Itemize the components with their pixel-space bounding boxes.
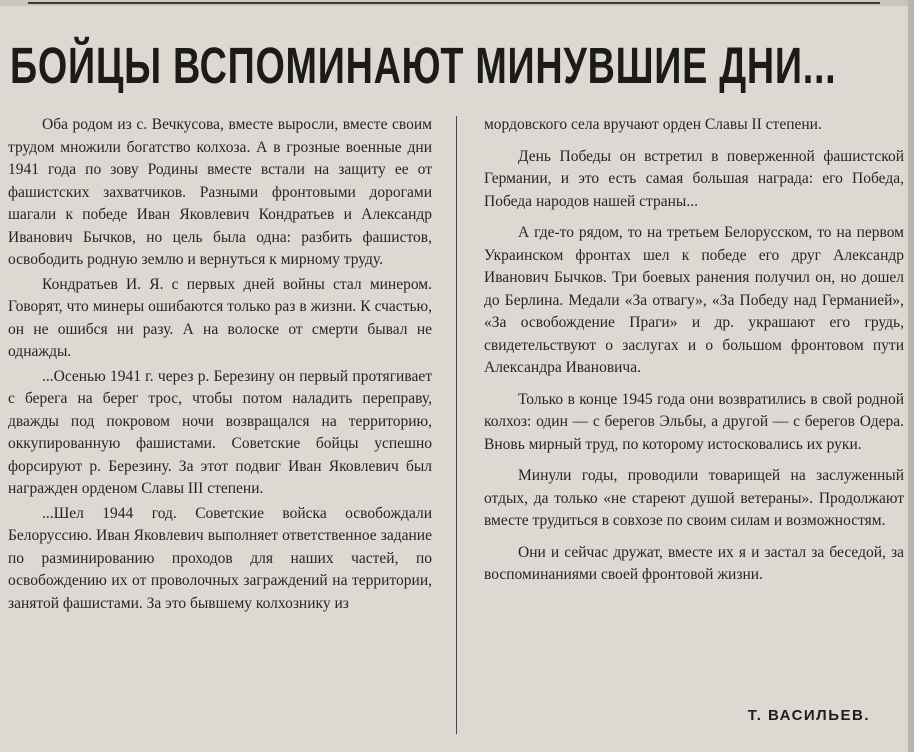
paragraph: ...Шел 1944 год. Советские войска освобождали Белоруссию. Иван Яковлевич выполняет ответственное задание по разминированию проходов для наших частей, по освобождению их от проволочных заграждений на территории, занятой фашистами. За это бывшему колхознику из <box>8 504 432 612</box>
paragraph: Минули годы, проводили товарищей на заслуженный отдых, да только «не стареют душой ветераны». Продолжают вместе трудиться в совхозе по своим силам и возможностям. <box>484 467 904 529</box>
right-column <box>484 114 904 587</box>
author-signature: Т. ВАСИЛЬЕВ. <box>747 707 870 724</box>
left-column <box>8 114 432 615</box>
paragraph: Они и сейчас дружат, вместе их я и застал за беседой, за воспоминаниями своей фронтовой жизни. <box>484 543 904 583</box>
paragraph: Кондратьев И. Я. с первых дней войны стал минером. Говорят, что минеры ошибаются только раз в жизни. К счастью, он не ошибся ни разу. А на волоске от смерти бывал не однажды. <box>8 275 432 360</box>
headline: БОЙЦЫ ВСПОМИНАЮТ МИНУВШИЕ ДНИ... <box>10 37 837 94</box>
paragraph: День Победы он встретил в поверженной фашистской Германии, и это есть самая большая награда: его Победа, Победа народов нашей страны... <box>484 147 904 210</box>
paragraph: Только в конце 1945 года они возвратились в свой родной колхоз: один — с берегов Эльбы, а другой — с берегов Одера. Вновь мирный труд, по которому истосковались их руки. <box>484 390 904 453</box>
paragraph: А где-то рядом, то на третьем Белорусском, то на первом Украинском фронтах шел к победе его друг Александр Иванович Бычков. Три боевых ранения получил он, но дошел до Берлина. Медали «За отвагу», «За Победу над Германией», «За освобождение Праги» и др. украшают его грудь, свидетельствуют о заслугах и о большом фронтовом пути Александра Ивановича. <box>484 224 904 376</box>
paragraph: мордовского села вручают орден Славы II степени. <box>484 116 822 133</box>
paragraph: ...Осенью 1941 г. через р. Березину он первый протягивает с берега на берег трос, чтобы потом наладить переправу, дважды под покровом ночи возвращался на территорию, оккупированную фашистами. Советские бойцы успешно форсируют р. Березину. За этот подвиг Иван Яковлевич был награжден орденом Славы III степени. <box>8 367 432 497</box>
column-divider <box>456 116 457 734</box>
top-border <box>0 0 914 6</box>
right-edge-shadow <box>908 0 914 752</box>
paragraph: Оба родом из с. Вечкусова, вместе выросли, вместе своим трудом множили богатство колхоза. А в грозные военные дни 1941 года по зову Родины вместе встали на защиту ее от фашистских захватчиков. Разными фронтовыми дорогами шагали к победе Иван Яковлевич Кондратьев и Александр Иванович Бычков, но цель была одна: разбить фашистов, освободить родную землю и вернуться к мирному труду. <box>8 116 432 268</box>
top-rule <box>28 2 880 4</box>
